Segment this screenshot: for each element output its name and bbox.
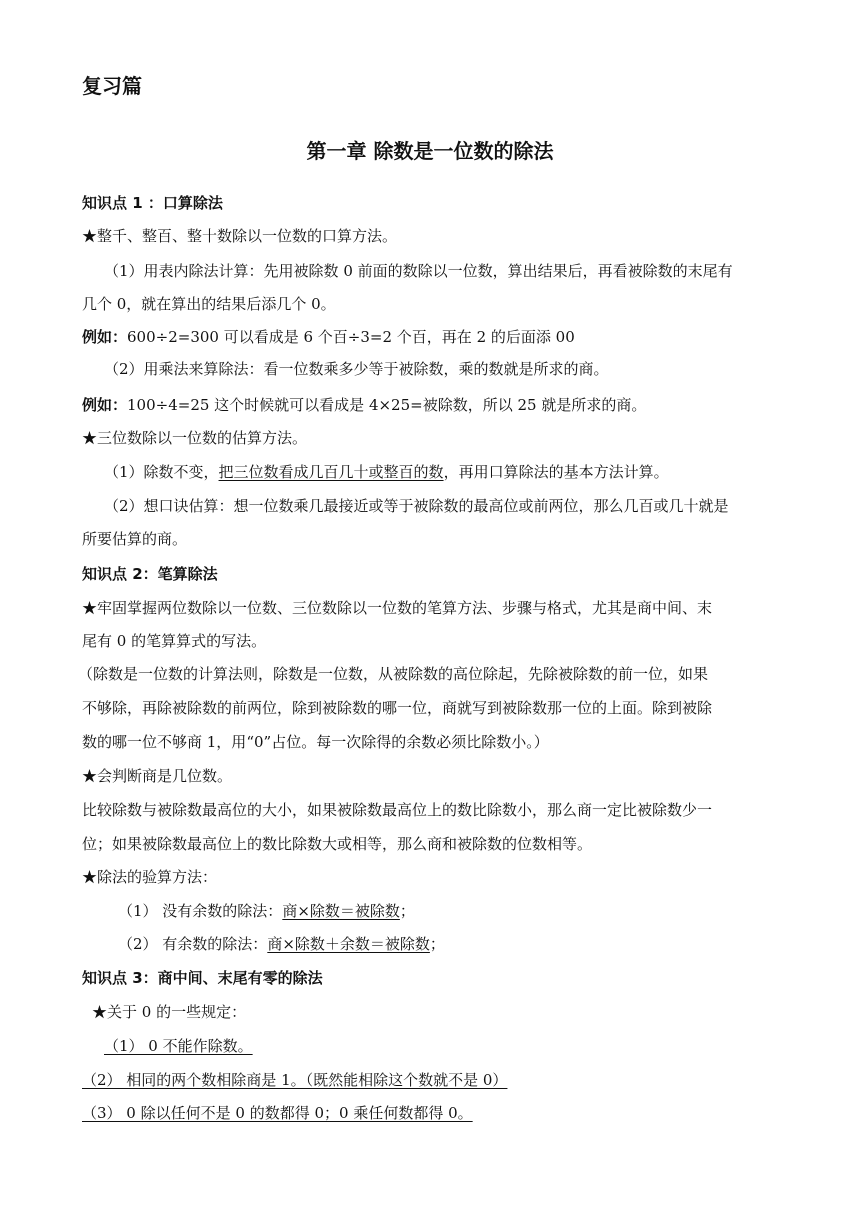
check1-prefix: （1） 没有余数的除法： (118, 902, 283, 920)
kp2-rule-line2: 不够除，再除被除数的前两位，除到被除数的哪一位，商就写到被除数那一位的上面。除到被除 (82, 699, 713, 717)
kp2-check2 (118, 934, 445, 954)
check2-underlined: 商×除数＋余数＝被除数 (267, 935, 430, 953)
kp2-star3: ★除法的验算方法： (82, 868, 218, 886)
kp3-rule3: （3） 0 除以任何不是 0 的数都得 0；0 乘任何数都得 0。 (82, 1104, 473, 1122)
example2-label: 例如： (82, 396, 128, 414)
example2-text: 100÷4=25 这个时候就可以看成是 4×25=被除数，所以 25 就是所求的商。 (127, 396, 647, 414)
check2-suffix: ； (429, 935, 445, 953)
kp2-check1 (118, 901, 415, 921)
kp3-star1: ★关于 0 的一些规定： (92, 1003, 247, 1021)
chapter-title: 第一章 除数是一位数的除法 (306, 139, 554, 163)
kp1-title: 知识点 1 ：口算除法 (82, 194, 223, 212)
kp3-rule2: （2） 相同的两个数相除商是 1。（既然能相除这个数就不是 0） (82, 1071, 508, 1089)
kp2-star2: ★会判断商是几位数。 (82, 767, 233, 785)
kp2-rule-line3: 数的哪一位不够商 1，用“0”占位。每一次除得的余数必须比除数小。） (82, 733, 549, 751)
kp3-title: 知识点 3：商中间、末尾有零的除法 (82, 969, 323, 987)
kp2-judge-line1: 比较除数与被除数最高位的大小，如果被除数最高位上的数比除数小，那么商一定比被除数少一 (82, 801, 713, 819)
kp2-star1-line2: 尾有 0 的笔算算式的写法。 (82, 632, 267, 650)
section-title: 复习篇 (82, 74, 142, 98)
est1-suffix: ，再用口算除法的基本方法计算。 (443, 463, 669, 481)
kp1-star2: ★三位数除以一位数的估算方法。 (82, 429, 308, 447)
kp1-item2: （2）用乘法来算除法：看一位数乘多少等于被除数，乘的数就是所求的商。 (104, 360, 609, 378)
est1-prefix: （1）除数不变， (104, 463, 219, 481)
kp1-est1 (104, 462, 669, 482)
est1-underlined: 把三位数看成几百几十或整百的数 (218, 463, 444, 481)
kp1-est2-line2: 所要估算的商。 (82, 530, 188, 548)
kp3-rule1: （1） 0 不能作除数。 (104, 1037, 253, 1055)
kp2-star1-line1: ★牢固掌握两位数除以一位数、三位数除以一位数的笔算方法、步骤与格式，尤其是商中间、末 (82, 599, 713, 617)
kp1-star1: ★整千、整百、整十数除以一位数的口算方法。 (82, 227, 398, 245)
kp1-est2-line1: （2）想口诀估算：想一位数乘几最接近或等于被除数的最高位或前两位，那么几百或几十就是 (104, 497, 729, 515)
kp1-example2 (82, 395, 646, 415)
check2-prefix: （2） 有余数的除法： (118, 935, 268, 953)
kp2-rule-line1: （除数是一位数的计算法则，除数是一位数，从被除数的高位除起，先除被除数的前一位，如果 (78, 665, 709, 683)
check1-suffix: ； (399, 902, 415, 920)
example1-text: 600÷2=300 可以看成是 6 个百÷3=2 个百，再在 2 的后面添 00 (127, 328, 575, 346)
example1-label: 例如： (82, 328, 128, 346)
kp1-item1-line2: 几个 0，就在算出的结果后添几个 0。 (82, 295, 336, 313)
kp2-title: 知识点 2：笔算除法 (82, 565, 218, 583)
kp1-example1 (82, 327, 575, 347)
check1-underlined: 商×除数＝被除数 (282, 902, 400, 920)
kp1-item1-line1: （1）用表内除法计算：先用被除数 0 前面的数除以一位数，算出结果后，再看被除数的末尾有 (104, 262, 733, 280)
kp2-judge-line2: 位；如果被除数最高位上的数比除数大或相等，那么商和被除数的位数相等。 (82, 835, 593, 853)
